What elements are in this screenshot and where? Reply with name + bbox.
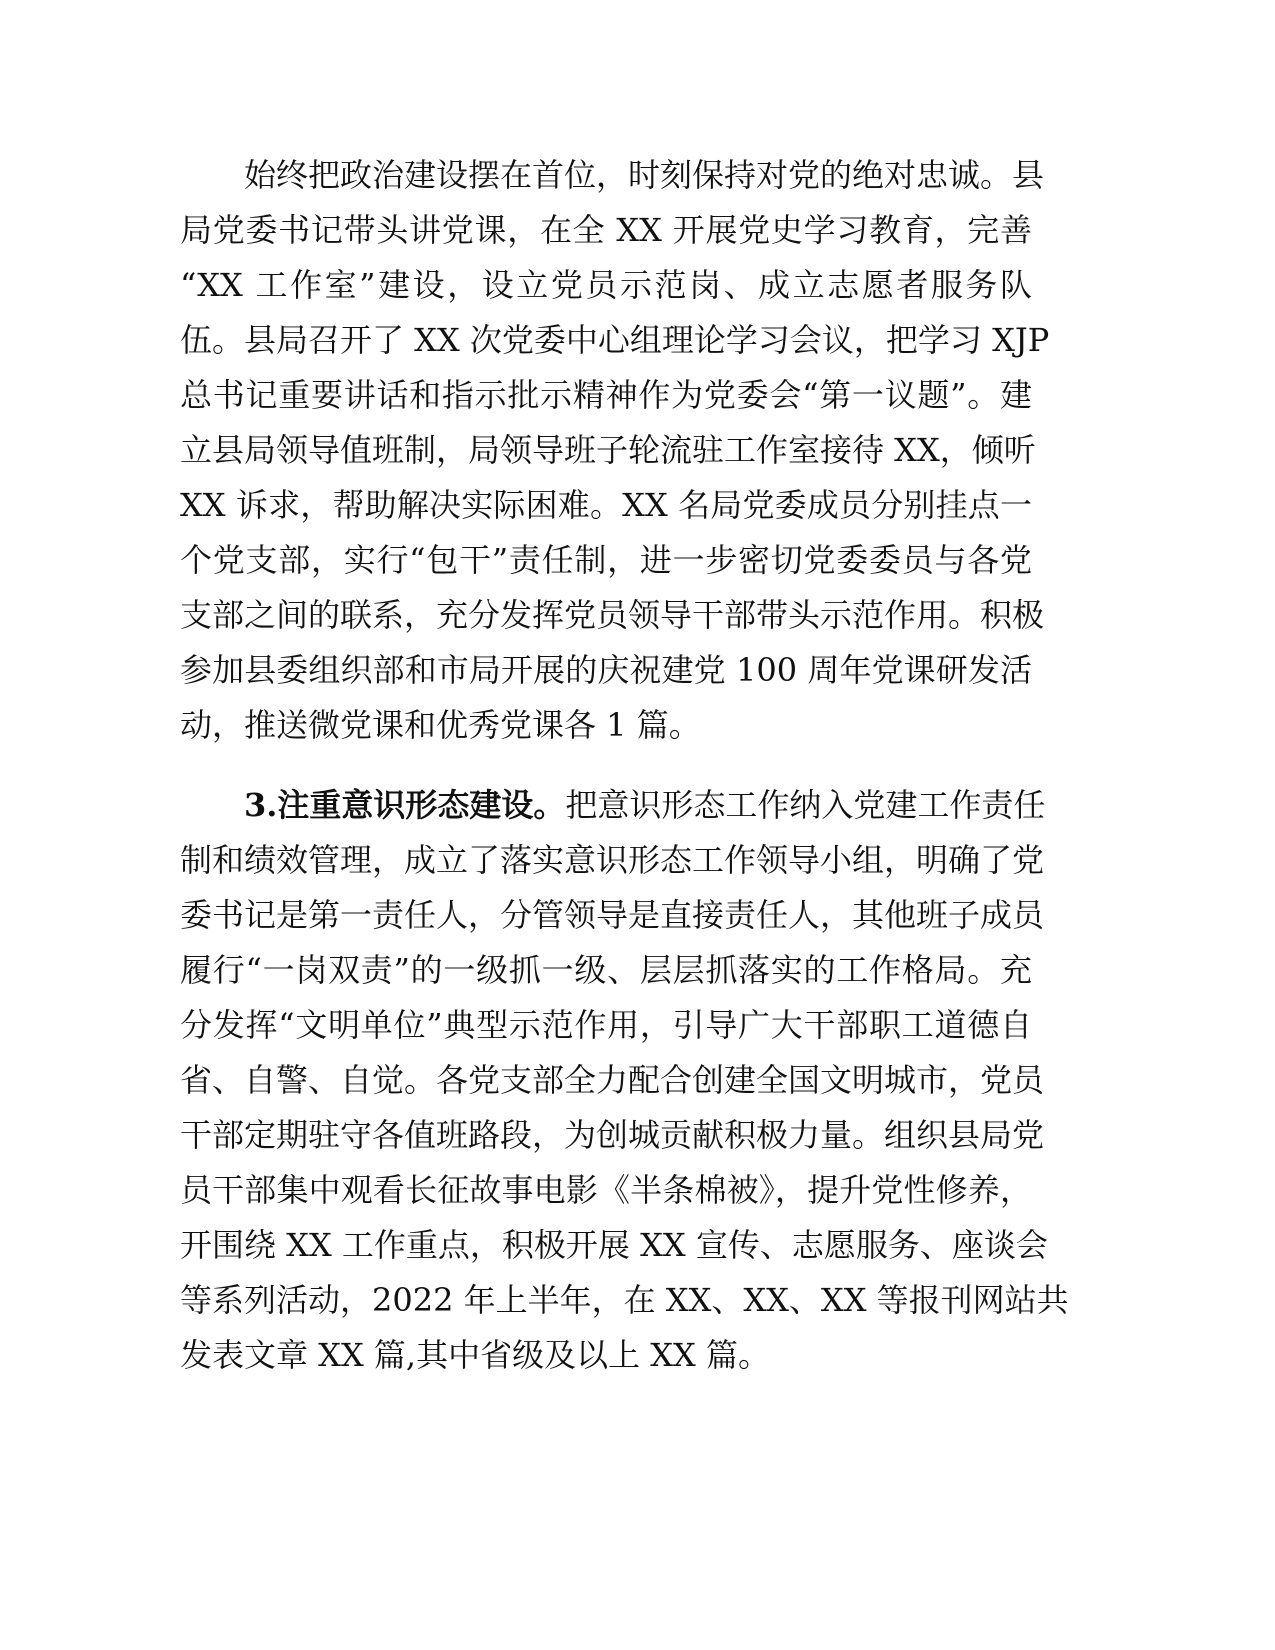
text-line: 制和绩效管理，成立了落实意识形态工作领导小组，明确了党 xyxy=(180,841,1045,879)
text-line: 局党委书记带头讲党课，在全 XX 开展党史学习教育，完善 xyxy=(180,211,1032,249)
text-line: 始终把政治建设摆在首位，时刻保持对党的绝对忠诚。县 xyxy=(244,156,1045,194)
text-line: 立县局领导值班制，局领导班子轮流驻工作室接待 XX，倾听 xyxy=(180,431,1036,469)
text-span: 把意识形态工作纳入党建工作责任 xyxy=(565,786,1046,824)
text-line: 分发挥“文明单位”典型示范作用，引导广大干部职工道德自 xyxy=(180,1006,1032,1044)
text-line: 发表文章 XX 篇,其中省级及以上 XX 篇。 xyxy=(180,1336,770,1374)
text-line: “XX 工作室”建设，设立党员示范岗、成立志愿者服务队 xyxy=(180,266,1032,304)
text-line: 总书记重要讲话和指示批示精神作为党委会“第一议题”。建 xyxy=(180,376,1032,414)
text-line: 干部定期驻守各值班路段，为创城贡献积极力量。组织县局党 xyxy=(180,1116,1045,1154)
text-line: 个党支部，实行“包干”责任制，进一步密切党委委员与各党 xyxy=(180,541,1032,579)
text-line: 伍。县局召开了 XX 次党委中心组理论学习会议，把学习 XJP xyxy=(180,321,1050,359)
text-line: 开围绕 XX 工作重点，积极开展 XX 宣传、志愿服务、座谈会 xyxy=(180,1226,1048,1264)
text-line: 员干部集中观看长征故事电影《半条棉被》，提升党性修养， xyxy=(180,1171,1032,1209)
text-line: 履行“一岗双责”的一级抓一级、层层抓落实的工作格局。充 xyxy=(180,951,1032,989)
text-line: XX 诉求，帮助解决实际困难。XX 名局党委成员分别挂点一 xyxy=(180,486,1032,524)
text-line: 支部之间的联系，充分发挥党员领导干部带头示范作用。积极 xyxy=(180,596,1045,634)
text-line: 参加县委组织部和市局开展的庆祝建党 100 周年党课研发活 xyxy=(180,651,1032,689)
text-line: 等系列活动，2022 年上半年，在 XX、XX、XX 等报刊网站共 xyxy=(180,1281,1069,1319)
text-line: 动，推送微党课和优秀党课各 1 篇。 xyxy=(180,706,701,744)
section-heading: 3.注重意识形态建设。 xyxy=(244,786,566,824)
text-line-with-heading xyxy=(244,780,1046,830)
text-line: 委书记是第一责任人，分管领导是直接责任人，其他班子成员 xyxy=(180,896,1045,934)
text-line: 省、自警、自觉。各党支部全力配合创建全国文明城市，党员 xyxy=(180,1061,1045,1099)
